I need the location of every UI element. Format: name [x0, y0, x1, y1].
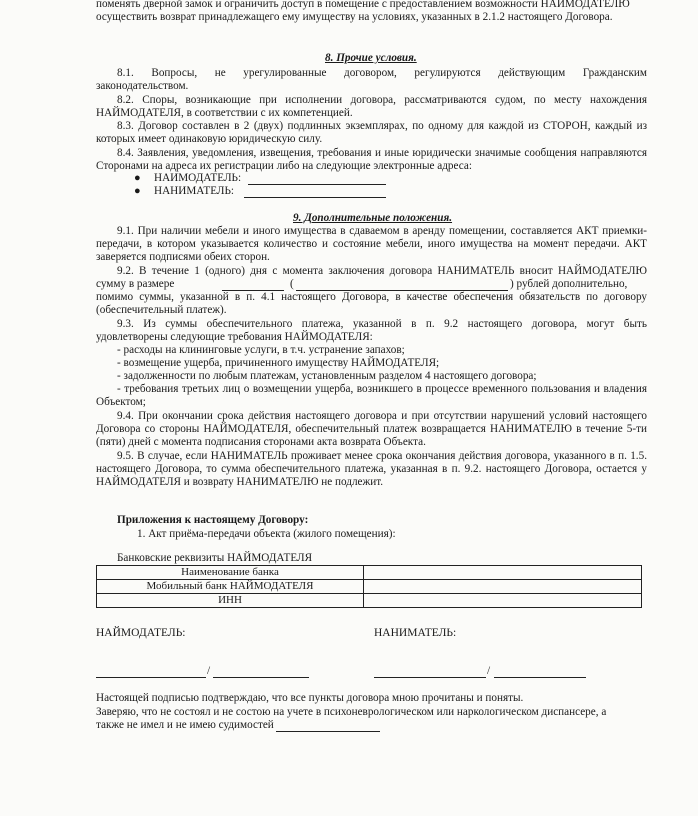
text-line: которых имеет одинаковую юридическую силу.: [96, 133, 323, 145]
signature-line: [374, 676, 486, 678]
text-line: сумму в размере: [96, 278, 175, 290]
text-line: ) рублей дополнительно,: [510, 278, 628, 290]
text-line: осуществить возврат принадлежащего ему имуществу на условиях, указанных в 2.1.2 настоящего Договора.: [96, 11, 613, 23]
email-line: [244, 196, 386, 198]
text-line: (обеспечительный платеж).: [96, 304, 227, 316]
list-item: - требования третьих лиц о возмещении ущерба, возникшего в процессе временного пользования и владения: [117, 383, 647, 395]
list-item: Объектом;: [96, 396, 146, 408]
text-line: передачи, в котором указывается количество и состояние мебели, иного имущества на момент передачи. АКТ: [96, 238, 647, 250]
appendix-item: 1. Акт приёма-передачи объекта (жилого помещения):: [137, 528, 396, 540]
text-line: 8.3. Договор составлен в 2 (двух) подлинных экземплярах, по одному для каждой из СТОРОН, каждый из: [117, 120, 647, 132]
text-line: поменять дверной замок и ограничить доступ в помещение с предоставлением возможности НАИМОДАТЕЛЮ: [96, 0, 630, 10]
signature-line: [96, 676, 206, 678]
text-line: НАЙМОДАТЕЛЯ, в соответствии с их компетенцией.: [96, 107, 353, 119]
list-item: - задолженности по любым платежам, установленным разделом 4 настоящего договора;: [117, 370, 537, 382]
signature-line: [276, 730, 380, 732]
tenant-signature-label: НАНИМАТЕЛЬ:: [374, 627, 457, 639]
table-cell-value: [364, 580, 642, 594]
bullet-label: НАНИМАТЕЛЬ:: [154, 185, 234, 197]
text-line: 8.1. Вопросы, не урегулированные договором, регулируются действующим Гражданским: [117, 67, 647, 79]
slash: /: [207, 665, 211, 677]
table-cell-value: [364, 594, 642, 608]
text-line: 8.4. Заявления, уведомления, извещения, требования и иные юридически значимые сообщения направляются: [117, 147, 647, 159]
text-line: 9.1. При наличии мебели и иного имущества в сдаваемом в аренду помещении, составляется АКТ приемки-: [117, 225, 647, 237]
list-item: - возмещение ущерба, причиненного имуществу НАЙМОДАТЕЛЯ;: [117, 357, 440, 369]
section-9-heading: 9. Дополнительные положения.: [293, 212, 453, 224]
footer-line: Настоящей подписью подтверждаю, что все пункты договора мною прочитаны и поняты.: [96, 692, 524, 704]
bullet-label: НАИМОДАТЕЛЬ:: [154, 172, 242, 184]
text-line: (: [290, 278, 294, 290]
text-line: (пяти) дней с момента подписания сторонами акта возврата Объекта.: [96, 436, 426, 448]
text-line: настоящего Договора, то сумма обеспечительного платежа, указанная в п. 9.2. настоящего Договора, остается у: [96, 463, 647, 475]
footer-line: также не имел и не имею судимостей: [96, 719, 274, 731]
email-line: [248, 183, 386, 185]
name-line: [213, 676, 309, 678]
table-row: [97, 580, 642, 594]
text-line: заверяется подписями обеих сторон.: [96, 251, 270, 263]
text-line: 8.2. Споры, возникающие при исполнении договора, рассматриваются судом, по месту нахождения: [117, 94, 647, 106]
text-line: 9.2. В течение 1 (одного) дня с момента заключения договора НАНИМАТЕЛЬ вносит НАЙМОДАТЕЛЮ: [117, 265, 647, 277]
table-cell: Наименование банка: [97, 566, 364, 580]
section-8-heading: 8. Прочие условия.: [325, 52, 417, 64]
text-line: 9.5. В случае, если НАНИМАТЕЛЬ проживает менее срока окончания действия договора, указанного в п. 1.5.: [117, 450, 647, 462]
footer-line: Заверяю, что не состоял и не состою на учете в психоневрологическом или наркологическом диспансере, а: [96, 706, 607, 718]
table-row: [97, 594, 642, 608]
bullet-icon: ●: [134, 185, 141, 197]
text-line: НАЙМОДАТЕЛЯ и возврату НАНИМАТЕЛЮ не подлежит.: [96, 476, 384, 488]
name-line: [494, 676, 586, 678]
bank-details-table: [96, 565, 642, 608]
text-line: Договора со стороны НАЙМОДАТЕЛЯ, обеспечительный платеж возвращается НАНИМАТЕЛЮ в течение 5-ти: [96, 423, 647, 435]
table-row: [97, 566, 642, 580]
text-line: помимо суммы, указанной в п. 4.1 настоящего Договора, в качестве обеспечения обязательств по договору: [96, 291, 647, 303]
text-line: Сторонами на адреса их регистрации либо на следующие электронные адреса:: [96, 160, 472, 172]
table-cell-value: [364, 566, 642, 580]
table-cell: ИНН: [97, 594, 364, 608]
landlord-signature-label: НАЙМОДАТЕЛЬ:: [96, 627, 186, 639]
appendix-title: Приложения к настоящему Договору:: [117, 514, 309, 526]
bullet-icon: ●: [134, 172, 141, 184]
slash: /: [487, 665, 491, 677]
text-line: 9.4. При окончании срока действия настоящего договора и при отсутствии нарушений условий настоящего: [117, 410, 647, 422]
table-cell: Мобильный банк НАЙМОДАТЕЛЯ: [97, 580, 364, 594]
bank-caption: Банковские реквизиты НАЙМОДАТЕЛЯ: [117, 552, 313, 564]
text-line: законодательством.: [96, 80, 189, 92]
text-line: 9.3. Из суммы обеспечительного платежа, указанной в п. 9.2 настоящего договора, могут быть: [117, 318, 647, 330]
text-line: удовлетворены следующие требования НАЙМОДАТЕЛЯ:: [96, 331, 373, 343]
list-item: - расходы на клининговые услуги, в т.ч. устранение запахов;: [117, 344, 405, 356]
